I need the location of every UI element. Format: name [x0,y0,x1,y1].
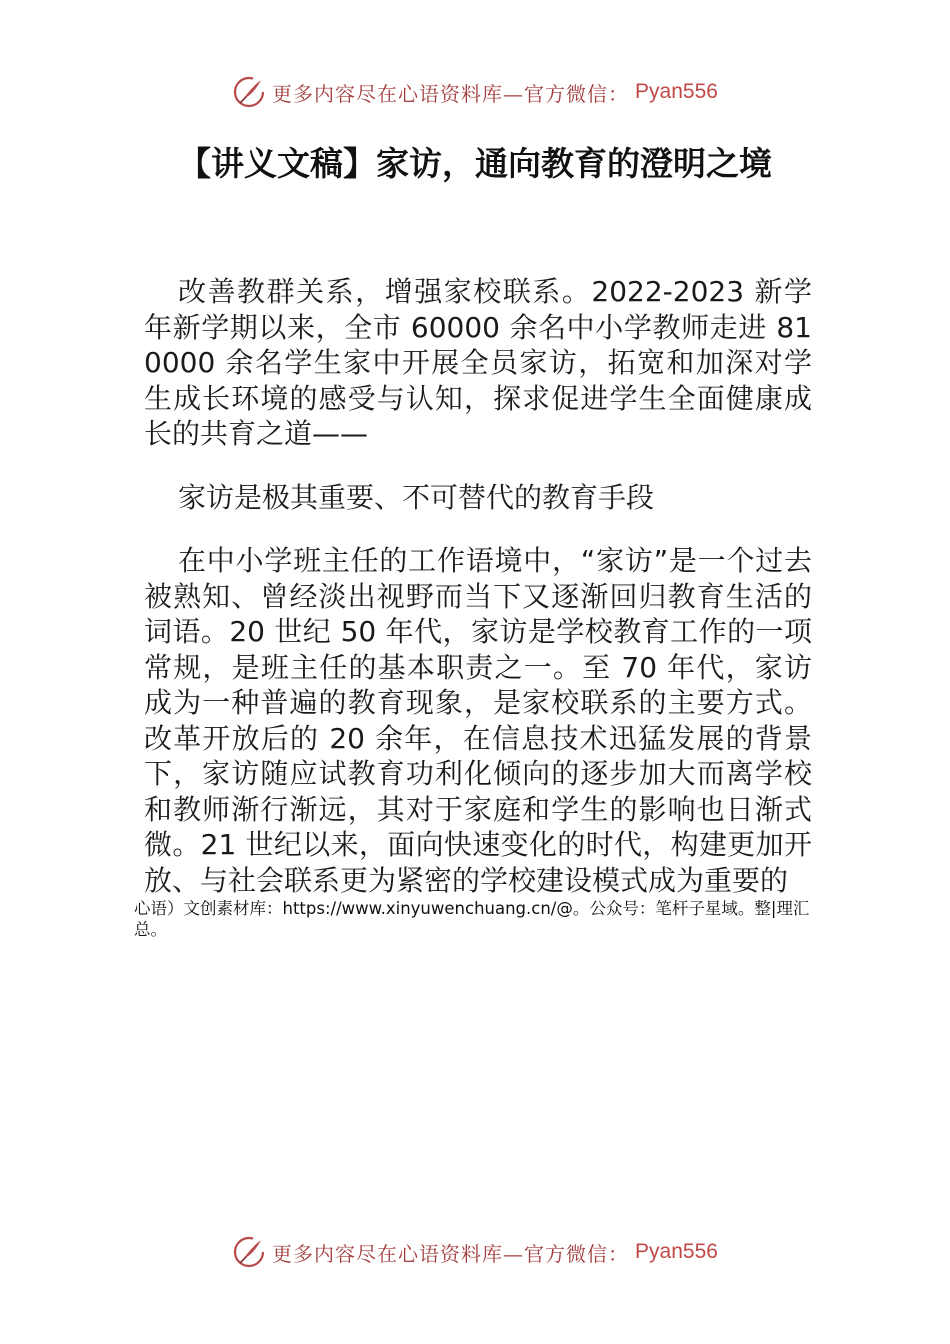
document-body [144,274,812,898]
red-feather-quill-icon [232,1235,266,1269]
header-banner [0,72,950,112]
document-title: 【讲义文稿】家访，通向教育的澄明之境 [178,144,772,183]
red-feather-quill-icon [232,75,266,109]
source-footnote: 心语）文创素材库：https://www.xinyuwenchuang.cn/@。公众号：笔杆子星域。整|理汇总。 [134,899,810,939]
banner-wechat-id: Pyan556 [635,1240,718,1263]
paragraph-history: 在中小学班主任的工作语境中，“家访”是一个过去被熟知、曾经淡出视野而当下又逐渐回归教育生活的词语。20 世纪 50 年代，家访是学校教育工作的一项常规，是班主任的基本职责之一。至 70 年代，家访成为一种普遍的教育现象，是家校联系的主要方式。改革开放后的 20 余年，在信息技术迅猛发展的背景下，家访随应试教育功利化倾向的逐步加大而离学校和教师渐行渐远，其对于家庭和学生的影响也日渐式微。21 世纪以来，面向快速变化的时代，构建更加开放、与社会联系更为紧密的学校建设模式成为重要的 [144,544,812,897]
banner-text: 更多内容尽在心语资料库—官方微信： [272,1241,630,1266]
banner-text: 更多内容尽在心语资料库—官方微信： [272,81,630,106]
section-heading: 家访是极其重要、不可替代的教育手段 [178,480,655,514]
footer-banner [0,1232,950,1272]
banner-wechat-id: Pyan556 [635,80,718,103]
paragraph-intro: 改善教群关系，增强家校联系。2022-2023 新学年新学期以来，全市 60000 余名中小学教师走进 810000 余名学生家中开展全员家访，拓宽和加深对学生成长环境的感受与认知，探求促进学生全面健康成长的共育之道—— [144,275,812,450]
